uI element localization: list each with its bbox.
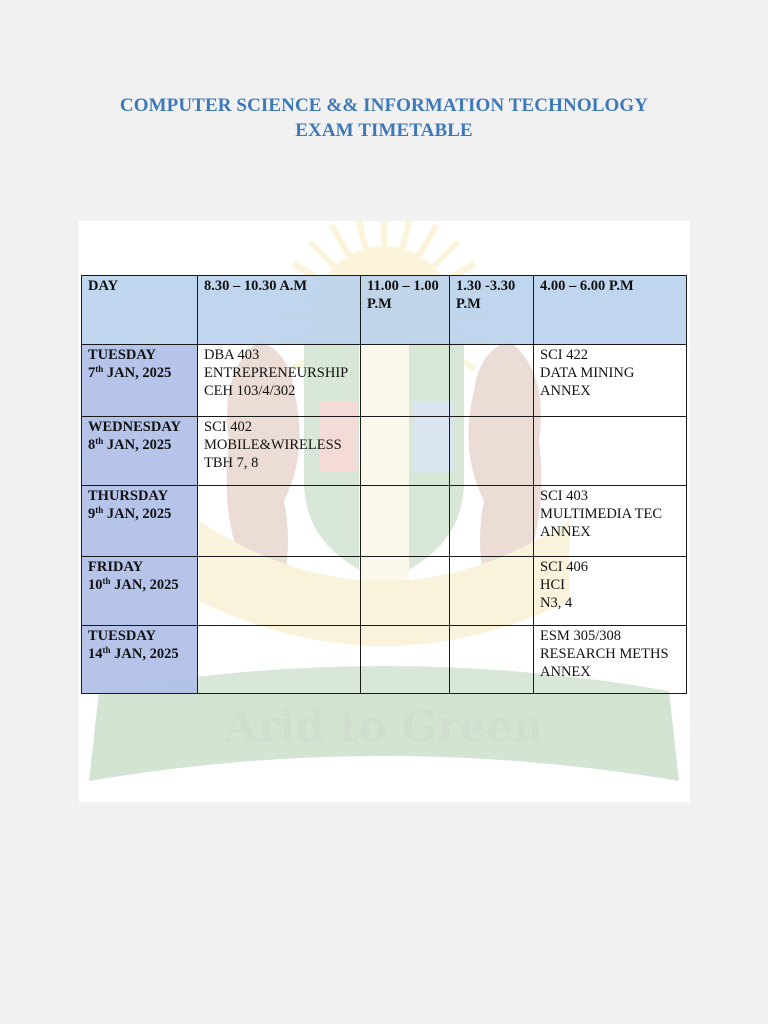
exam-slot-4 <box>534 417 687 486</box>
date-number: 9 <box>88 506 96 522</box>
day-row <box>82 486 687 557</box>
sun-ray <box>357 221 366 248</box>
exam-slot-3 <box>450 486 534 557</box>
day-date <box>88 364 192 382</box>
exam-slot-1 <box>198 417 361 486</box>
exam-slot-2 <box>361 486 450 557</box>
exam-slot-2 <box>361 626 450 694</box>
motto-text: Arid to Green <box>224 702 544 751</box>
exam-timetable <box>81 275 687 694</box>
exam-venue: ANNEX <box>540 383 591 399</box>
day-date <box>88 505 192 523</box>
day-row <box>82 557 687 626</box>
exam-venue: N3, 4 <box>540 595 573 611</box>
sun-ray <box>419 225 437 255</box>
day-row <box>82 626 687 694</box>
exam-slot-1 <box>198 345 361 417</box>
date-month-year: JAN, 2025 <box>110 646 179 662</box>
course-code: SCI 406 <box>540 559 588 575</box>
course-code: SCI 422 <box>540 347 588 363</box>
exam-slot-2 <box>361 417 450 486</box>
date-suffix: th <box>95 505 104 515</box>
date-month-year: JAN, 2025 <box>103 365 172 381</box>
date-number: 7 <box>88 365 96 381</box>
day-date <box>88 576 192 594</box>
course-code: SCI 403 <box>540 488 588 504</box>
day-name: THURSDAY <box>88 488 169 504</box>
timetable-sheet <box>79 221 690 802</box>
exam-slot-4 <box>534 557 687 626</box>
course-code: DBA 403 <box>204 347 260 363</box>
date-month-year: JAN, 2025 <box>103 437 172 453</box>
course-name: HCI <box>540 577 565 593</box>
date-suffix: th <box>102 576 111 586</box>
exam-slot-4 <box>534 345 687 417</box>
title-line-2: EXAM TIMETABLE <box>295 120 473 141</box>
date-suffix: th <box>95 436 104 446</box>
exam-slot-1 <box>198 486 361 557</box>
exam-venue: ANNEX <box>540 524 591 540</box>
exam-venue: TBH 7, 8 <box>204 455 259 471</box>
exam-slot-4 <box>534 486 687 557</box>
sun-ray <box>402 221 411 248</box>
header-slot-4: 4.00 – 6.00 P.M <box>534 276 687 345</box>
exam-slot-2 <box>361 557 450 626</box>
course-name: DATA MINING <box>540 365 635 381</box>
course-name: ENTREPRENEURSHIP <box>204 365 349 381</box>
date-number: 10 <box>88 577 103 593</box>
sun-ray <box>310 242 335 267</box>
day-name: FRIDAY <box>88 559 144 575</box>
header-slot-1: 8.30 – 10.30 A.M <box>198 276 361 345</box>
day-name: TUESDAY <box>88 347 156 363</box>
sun-ray <box>332 225 350 255</box>
sun-ray <box>433 242 458 267</box>
exam-slot-1 <box>198 557 361 626</box>
day-date <box>88 436 192 454</box>
day-cell <box>82 417 198 486</box>
course-name: RESEARCH METHS <box>540 646 669 662</box>
day-date <box>88 645 192 663</box>
date-suffix: th <box>95 364 104 374</box>
course-name: MULTIMEDIA TEC <box>540 506 663 522</box>
date-number: 14 <box>88 646 103 662</box>
date-number: 8 <box>88 437 96 453</box>
exam-slot-3 <box>450 626 534 694</box>
course-name: MOBILE&WIRELESS <box>204 437 342 453</box>
exam-slot-3 <box>450 345 534 417</box>
exam-slot-4 <box>534 626 687 694</box>
page-title <box>0 93 768 143</box>
header-slot-2: 11.00 – 1.00 P.M <box>361 276 450 345</box>
exam-venue: CEH 103/4/302 <box>204 383 296 399</box>
day-cell <box>82 557 198 626</box>
course-code: ESM 305/308 <box>540 628 621 644</box>
header-row <box>82 276 687 345</box>
exam-venue: ANNEX <box>540 664 591 680</box>
course-code: SCI 402 <box>204 419 252 435</box>
date-month-year: JAN, 2025 <box>103 506 172 522</box>
day-row <box>82 345 687 417</box>
date-suffix: th <box>102 645 111 655</box>
title-line-1: COMPUTER SCIENCE && INFORMATION TECHNOLOGY <box>119 95 649 116</box>
day-cell <box>82 626 198 694</box>
header-day: DAY <box>82 276 198 345</box>
day-name: TUESDAY <box>88 628 156 644</box>
date-month-year: JAN, 2025 <box>110 577 179 593</box>
exam-slot-1 <box>198 626 361 694</box>
exam-slot-3 <box>450 417 534 486</box>
header-slot-3: 1.30 -3.30 P.M <box>450 276 534 345</box>
day-cell <box>82 345 198 417</box>
day-cell <box>82 486 198 557</box>
exam-slot-3 <box>450 557 534 626</box>
exam-slot-2 <box>361 345 450 417</box>
day-name: WEDNESDAY <box>88 419 181 435</box>
day-row <box>82 417 687 486</box>
